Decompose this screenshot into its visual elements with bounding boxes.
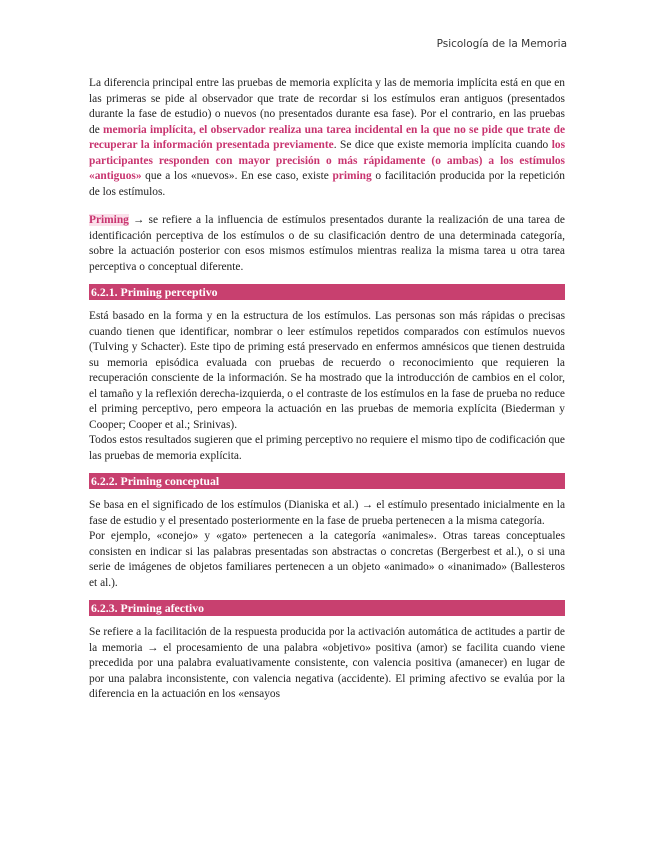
- page-content: [89, 76, 565, 703]
- section-header-affective: 6.2.3. Priming afectivo: [89, 600, 565, 616]
- intro-text-3: que a los «nuevos». En ese caso, existe: [141, 170, 333, 182]
- priming-definition-text: → se refiere a la influencia de estímulos presentados durante la realización de una tarea de identificación perceptiva de los estímulos o de su clasificación dentro de una determinada categoría, sobre la actuación posterior con esos mismos estímulos mientras realiza la misma tarea u otra tarea perceptiva o conceptual diferente.: [89, 214, 565, 273]
- intro-text-2: . Se dice que existe memoria implícita cuando: [333, 139, 552, 151]
- section-header-conceptual: 6.2.2. Priming conceptual: [89, 473, 565, 489]
- conceptual-paragraph-2: Por ejemplo, «conejo» y «gato» pertenecen a la categoría «animales». Otras tareas conceptuales consisten en indicar si las palabras presentadas son abstractas o concretas (Bergerbest et al.), o si una serie de imágenes de objetos familiares pertenecen a un objeto «animado» o «inanimado» (Ballesteros et al.).: [89, 530, 565, 589]
- intro-text-1: La diferencia principal entre las pruebas de memoria explícita y las de memoria implícita está en que en las primeras se pide al observador que trate de recordar si los estímulos eran antiguos (presentados durante la fase de estudio) o nuevos (no presentados durante esa fase). Por el contrario, en las pruebas de: [89, 77, 565, 136]
- section-header-perceptive: 6.2.1. Priming perceptivo: [89, 284, 565, 300]
- highlight-participants: los participantes responden con mayor precisión o más rápidamente (o ambas) a los estímulos «antiguos»: [89, 139, 566, 182]
- perceptive-paragraph-1: Está basado en la forma y en la estructura de los estímulos. Las personas son más rápidas o precisas cuando tienen que identificar, nombrar o leer estímulos repetidos comparados con estímulos nuevos (Tulving y Schacter). Este tipo de priming está preservado en enfermos amnésicos que tienen destruida su memoria episódica evaluada con pruebas de recuerdo o reconocimiento que requieren la recuperación consciente de la información. Se ha mostrado que la introducción de cambios en el color, el tamaño y la reflexión derecha-izquierda, o el contraste de los estímulos en la fase de prueba no reduce el priming perceptivo, pero empeora la actuación en las pruebas de memoria explícita (Biederman y Cooper; Cooper et al.; Srinivas).: [89, 310, 565, 431]
- highlight-priming: priming: [332, 170, 372, 182]
- priming-definition: [89, 213, 565, 275]
- conceptual-paragraph-1: Se basa en el significado de los estímulos (Dianiska et al.) → el estímulo presentado inicialmente en la fase de estudio y el presentado posteriormente en la fase de prueba pertenecen a la misma categoría.: [89, 499, 565, 527]
- priming-term: Priming: [89, 214, 129, 226]
- intro-paragraph: [89, 76, 565, 200]
- intro-text-4: o facilitación producida por la repetición de los estímulos.: [89, 170, 565, 198]
- affective-paragraph-1: Se refiere a la facilitación de la respuesta producida por la activación automática de actitudes a partir de la memoria → el procesamiento de una palabra «objetivo» positiva (amor) se facilita cuando viene precedida por una palabra evaluativamente consistente, con valencia positiva (amanecer) en lugar de por una palabra inconsistente, con valencia negativa (accidente). El priming afectivo se evalúa por la diferencia en la actuación en los «ensayos: [89, 626, 565, 700]
- highlight-implicit-memory: memoria implícita, el observador realiza una tarea incidental en la que no se pide que trate de recuperar la información presentada previamente: [89, 123, 565, 151]
- perceptive-paragraph-2: Todos estos resultados sugieren que el priming perceptivo no requiere el mismo tipo de codificación que las pruebas de memoria explícita.: [89, 434, 565, 462]
- page-header: Psicología de la Memoria: [436, 38, 567, 50]
